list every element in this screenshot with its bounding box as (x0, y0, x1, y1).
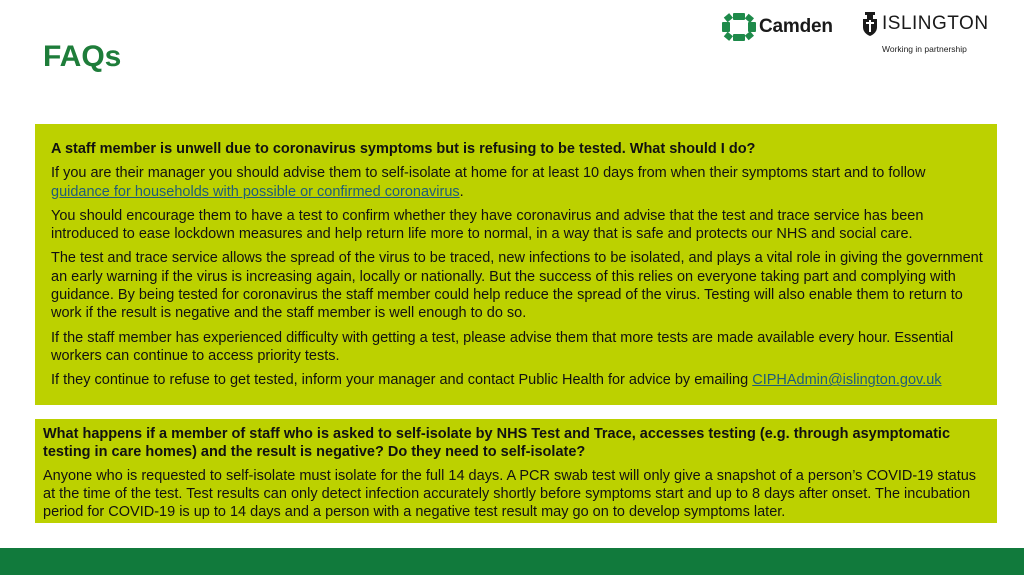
camden-logo-icon (722, 13, 756, 41)
email-link[interactable]: CIPHAdmin@islington.gov.uk (752, 372, 942, 389)
partnership-caption: Working in partnership (882, 44, 967, 54)
faq-question: What happens if a member of staff who is asked to self-isolate by NHS Test and Trace, accesses testing (e.g. through asymptomatic testing in care homes) and the result is negative? Do they need to self-isolate? (43, 426, 951, 461)
islington-crest-icon (862, 12, 878, 36)
faq-answer-paragraph (51, 371, 985, 389)
camden-logo (722, 12, 833, 42)
faq-answer-paragraph: If the staff member has experienced difficulty with getting a test, please advise them that more tests are made available every hour. Essential workers can continue to access priority tests. (51, 329, 954, 364)
faq-answer-paragraph: Anyone who is requested to self-isolate must isolate for the full 14 days. A PCR swab test will only give a snapshot of a person’s COVID-19 status at the time of the test. Test results can only detect infection accurately shortly before symptoms start and up to 8 days after onset. The incubation period for COVID-19 is up to 14 days and a person with a negative test result may go on to develop symptoms later. (43, 467, 977, 521)
faq-question: A staff member is unwell due to coronavirus symptoms but is refusing to be tested. What should I do? (51, 141, 756, 157)
faq-card-testing-refusal (35, 124, 997, 405)
page-title: FAQs (43, 40, 122, 73)
faq-answer-paragraph: You should encourage them to have a test to confirm whether they have coronavirus and advise that the test and trace service has been introduced to ease lockdown measures and help return life more to normal, in a way that is safe and protects our NHS and social care. (51, 207, 924, 243)
faq-answer-paragraph (51, 164, 985, 201)
footer-bar (0, 548, 1024, 575)
faq-answer-paragraph: The test and trace service allows the spread of the virus to be traced, new infections to be isolated, and plays a vital role in giving the government an early warning if the virus is increasing again, locally or nationally. But the success of this relies on everyone taking part and complying with guidance. By being tested for coronavirus the staff member could help reduce the spread of the virus. Testing will also enable them to return to work if the result is negative and the staff member is well enough to do so. (51, 250, 983, 322)
paragraph-text: If they continue to refuse to get tested, inform your manager and contact Public Health for advice by emailing (51, 372, 753, 389)
guidance-link[interactable]: guidance for households with possible or confirmed coronavirus (51, 183, 460, 200)
camden-logo-text: Camden (759, 16, 833, 37)
islington-logo-text: ISLINGTON (882, 13, 989, 34)
faq-card-negative-test (35, 419, 997, 523)
islington-logo (862, 12, 989, 36)
paragraph-text: If you are their manager you should advise them to self-isolate at home for at least 10 days from when their symptoms start and to follow (51, 165, 926, 182)
paragraph-end: . (459, 183, 464, 200)
